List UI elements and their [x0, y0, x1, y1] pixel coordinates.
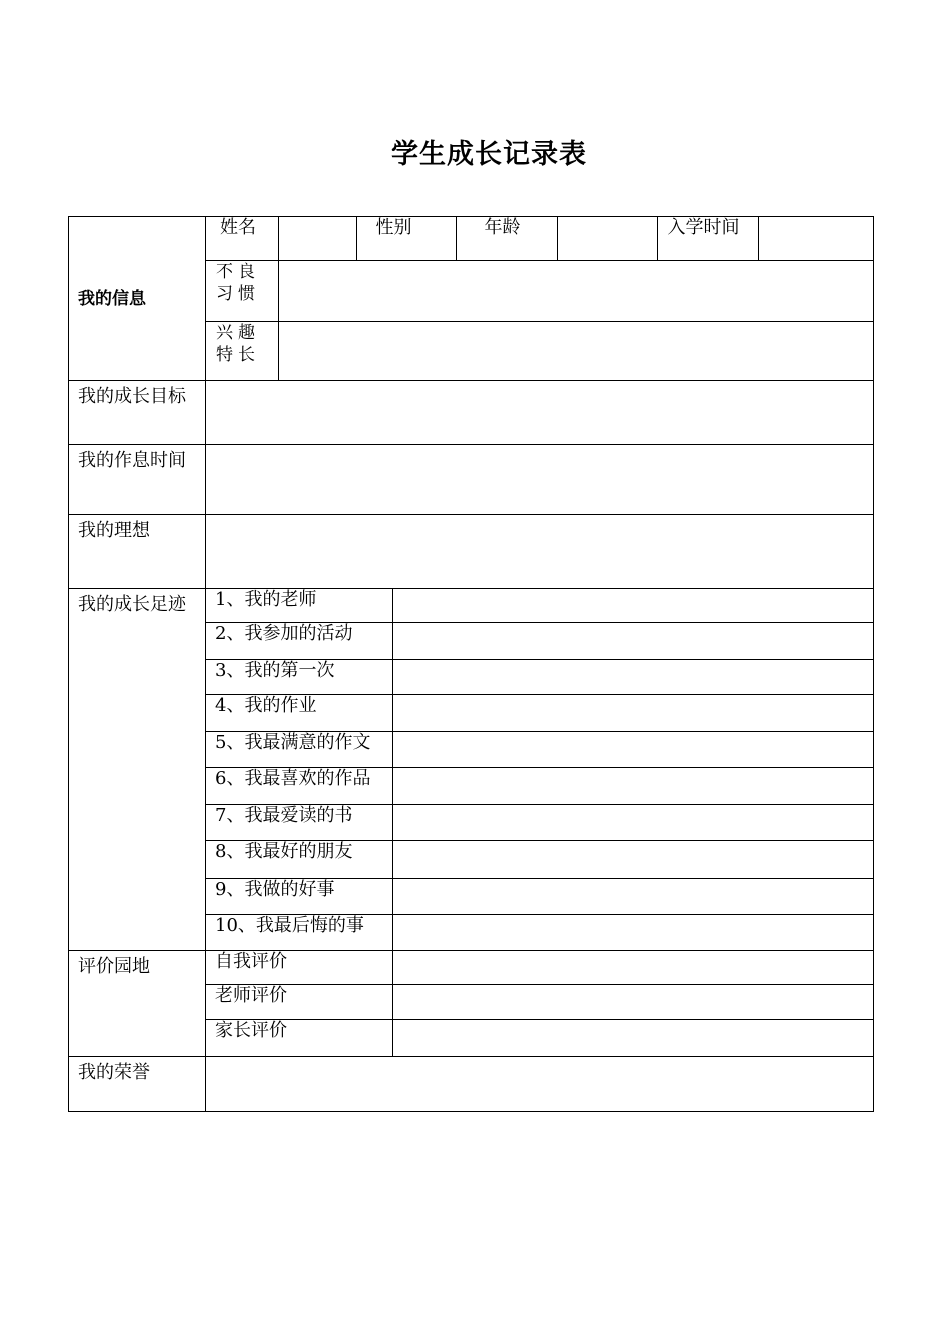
evaluation-item-label: 自我评价	[215, 951, 287, 972]
evaluation-item-label: 家长评价	[206, 1019, 392, 1056]
evaluation-field[interactable]	[392, 984, 874, 1019]
footprint-field[interactable]	[392, 622, 874, 659]
footprint-item	[206, 731, 874, 767]
evaluation-field[interactable]	[392, 951, 874, 984]
footprint-label: 4、我的作业	[206, 694, 392, 731]
schedule-label: 我的作息时间	[69, 445, 206, 515]
age-field[interactable]	[557, 217, 657, 260]
ideal-field[interactable]	[206, 515, 874, 589]
goal-field[interactable]	[206, 381, 874, 445]
schedule-field[interactable]	[206, 445, 874, 515]
bad-habits-label: 不良 习惯	[206, 260, 278, 321]
footprints-row	[69, 589, 874, 951]
evaluation-item-label: 老师评价	[206, 984, 392, 1019]
evaluation-field[interactable]	[392, 1019, 874, 1056]
age-label: 年龄	[456, 217, 557, 260]
bad-habits-row	[206, 260, 874, 321]
enroll-time-field[interactable]	[758, 217, 874, 260]
evaluation-row	[69, 951, 874, 1057]
footprint-field[interactable]	[392, 914, 874, 950]
gender-label: 性别	[356, 217, 456, 260]
honors-label: 我的荣誉	[69, 1057, 206, 1112]
footprint-label: 10、我最后悔的事	[206, 914, 392, 950]
goal-label: 我的成长目标	[69, 381, 206, 445]
footprint-label: 8、我最好的朋友	[206, 840, 392, 878]
hobbies-row	[206, 321, 874, 380]
footprints-block	[206, 589, 874, 951]
footprint-item	[206, 914, 874, 950]
footprint-label: 2、我参加的活动	[206, 622, 392, 659]
footprint-label: 6、我最喜欢的作品	[206, 767, 392, 804]
footprint-label: 5、我最满意的作文	[206, 731, 392, 767]
growth-record-table	[68, 216, 874, 1112]
footprint-field[interactable]	[392, 767, 874, 804]
footprint-label: 7、我最爱读的书	[206, 804, 392, 840]
evaluation-inner-table	[206, 951, 874, 1056]
info-section-label: 我的信息	[69, 217, 206, 381]
footprint-item	[206, 767, 874, 804]
footprints-label: 我的成长足迹	[69, 589, 206, 951]
footprint-field[interactable]	[392, 878, 874, 914]
name-field[interactable]	[278, 217, 356, 260]
footprint-field[interactable]	[392, 694, 874, 731]
honors-field[interactable]	[206, 1057, 874, 1112]
footprint-item	[206, 622, 874, 659]
footprint-label: 3、我的第一次	[206, 659, 392, 694]
footprint-field[interactable]	[392, 731, 874, 767]
info-row	[69, 217, 874, 381]
honors-row	[69, 1057, 874, 1112]
footprint-item	[206, 694, 874, 731]
ideal-row	[69, 515, 874, 589]
footprint-item	[206, 878, 874, 914]
footprint-field[interactable]	[392, 659, 874, 694]
evaluation-item	[206, 1019, 874, 1056]
footprint-item	[206, 804, 874, 840]
footprints-inner-table	[206, 589, 874, 950]
footprint-field[interactable]	[392, 804, 874, 840]
ideal-label: 我的理想	[69, 515, 206, 589]
enroll-time-label: 入学时间	[657, 217, 758, 260]
document-title: 学生成长记录表	[391, 139, 587, 170]
footprint-field[interactable]	[392, 589, 874, 622]
hobbies-label: 兴趣 特长	[206, 321, 278, 380]
evaluation-block	[206, 951, 874, 1057]
bad-habits-field[interactable]	[278, 260, 874, 321]
evaluation-item	[206, 984, 874, 1019]
evaluation-item	[206, 951, 874, 984]
basic-info-row	[206, 217, 874, 260]
hobbies-field[interactable]	[278, 321, 874, 380]
footprint-label: 1、我的老师	[215, 589, 317, 610]
name-label: 姓名	[220, 217, 256, 238]
info-inner-table	[206, 217, 874, 380]
info-block	[206, 217, 874, 381]
footprint-item	[206, 659, 874, 694]
schedule-row	[69, 445, 874, 515]
goal-row	[69, 381, 874, 445]
evaluation-label: 评价园地	[69, 951, 206, 1057]
footprint-label: 9、我做的好事	[206, 878, 392, 914]
footprint-item	[206, 589, 874, 622]
footprint-field[interactable]	[392, 840, 874, 878]
footprint-item	[206, 840, 874, 878]
